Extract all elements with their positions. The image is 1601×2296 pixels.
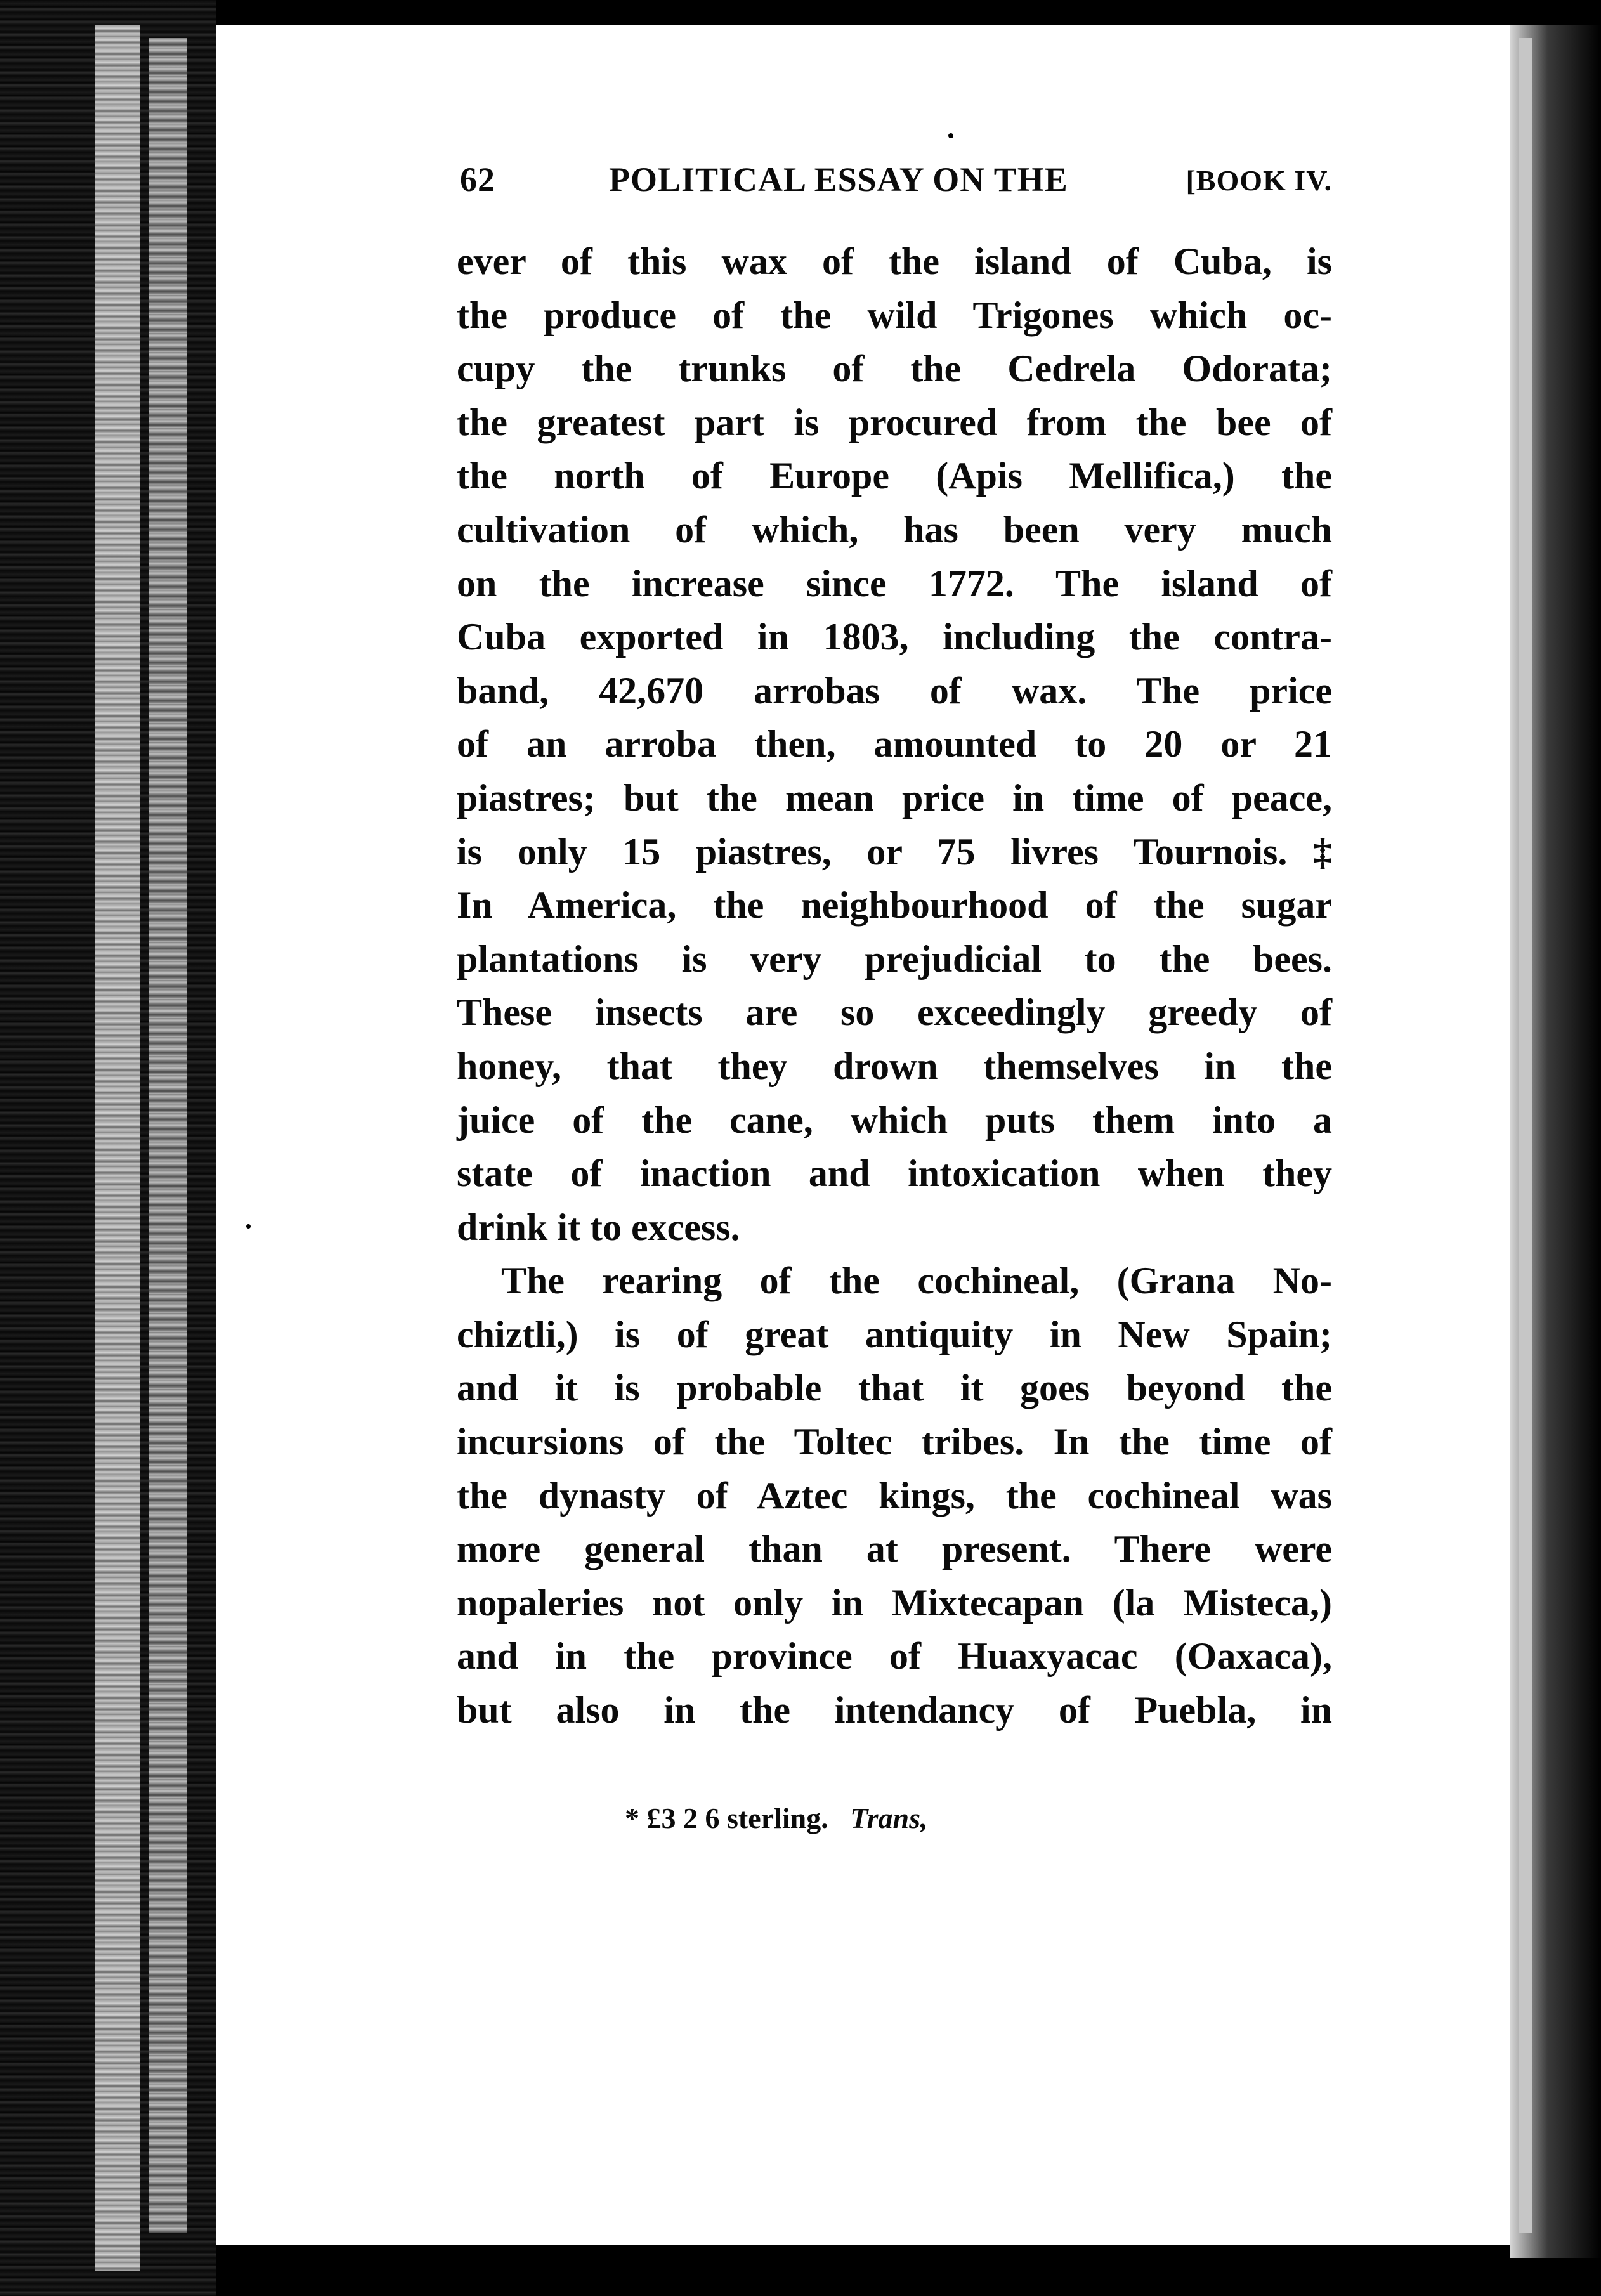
text-line: The rearing of the cochineal, (Grana No- xyxy=(501,1260,1332,1302)
footnote xyxy=(625,1801,927,1835)
text-line: drink it to excess. xyxy=(457,1206,740,1248)
text-line: piastres; but the mean price in time of peace, xyxy=(457,776,1332,819)
text-line: the dynasty of Aztec kings, the cochineal was xyxy=(457,1474,1332,1517)
page-edges-left xyxy=(95,25,140,2271)
body-text xyxy=(457,235,1332,1737)
footnote-text: * £3 2 6 sterling. xyxy=(625,1802,828,1834)
text-line: These insects are so exceedingly greedy of xyxy=(457,991,1332,1034)
text-line: cultivation of which, has been very much xyxy=(457,508,1332,551)
text-line: the greatest part is procured from the bee of xyxy=(457,401,1332,443)
print-speck xyxy=(948,133,953,138)
text-line: ever of this wax of the island of Cuba, is xyxy=(457,240,1332,282)
text-line: is only 15 piastres, or 75 livres Tournois.‡ xyxy=(457,830,1332,873)
text-line: nopaleries not only in Mixtecapan (la Misteca,) xyxy=(457,1581,1332,1624)
page-edges-left-inner xyxy=(149,38,187,2233)
page-number: 62 xyxy=(460,160,495,199)
footnote-source: Trans, xyxy=(850,1802,928,1834)
text-line: In America, the neighbourhood of the sugar xyxy=(457,884,1332,927)
running-title: POLITICAL ESSAY ON THE xyxy=(609,160,1068,199)
text-line: of an arroba then, amounted to 20 or 21 xyxy=(457,723,1332,766)
text-line: plantations is very prejudicial to the bees. xyxy=(457,937,1332,980)
text-line: more general than at present. There were xyxy=(457,1528,1332,1570)
text-line: juice of the cane, which puts them into a xyxy=(457,1099,1332,1141)
text-line: and it is probable that it goes beyond the xyxy=(457,1367,1332,1409)
text-line: the north of Europe (Apis Mellifica,) the xyxy=(457,455,1332,497)
right-page-strip xyxy=(1519,38,1532,2233)
text-line: state of inaction and intoxication when they xyxy=(457,1152,1332,1195)
text-line: and in the province of Huaxyacac (Oaxaca), xyxy=(457,1635,1332,1678)
text-line: band, 42,670 arrobas of wax. The price xyxy=(457,669,1332,712)
book-marker: [BOOK IV. xyxy=(1186,164,1332,197)
text-line: chiztli,) is of great antiquity in New Spain; xyxy=(457,1313,1332,1355)
running-head xyxy=(457,160,1332,204)
print-speck xyxy=(533,11,539,18)
text-line: on the increase since 1772. The island of xyxy=(457,562,1332,604)
text-line: Cuba exported in 1803, including the contra- xyxy=(457,616,1332,658)
text-line: cupy the trunks of the Cedrela Odorata; xyxy=(457,348,1332,390)
text-line: honey, that they drown themselves in the xyxy=(457,1045,1332,1087)
text-line: but also in the intendancy of Puebla, in xyxy=(457,1689,1332,1732)
text-line: incursions of the Toltec tribes. In the time of xyxy=(457,1421,1332,1463)
text-line: the produce of the wild Trigones which oc- xyxy=(457,294,1332,336)
print-speck xyxy=(246,1224,251,1229)
